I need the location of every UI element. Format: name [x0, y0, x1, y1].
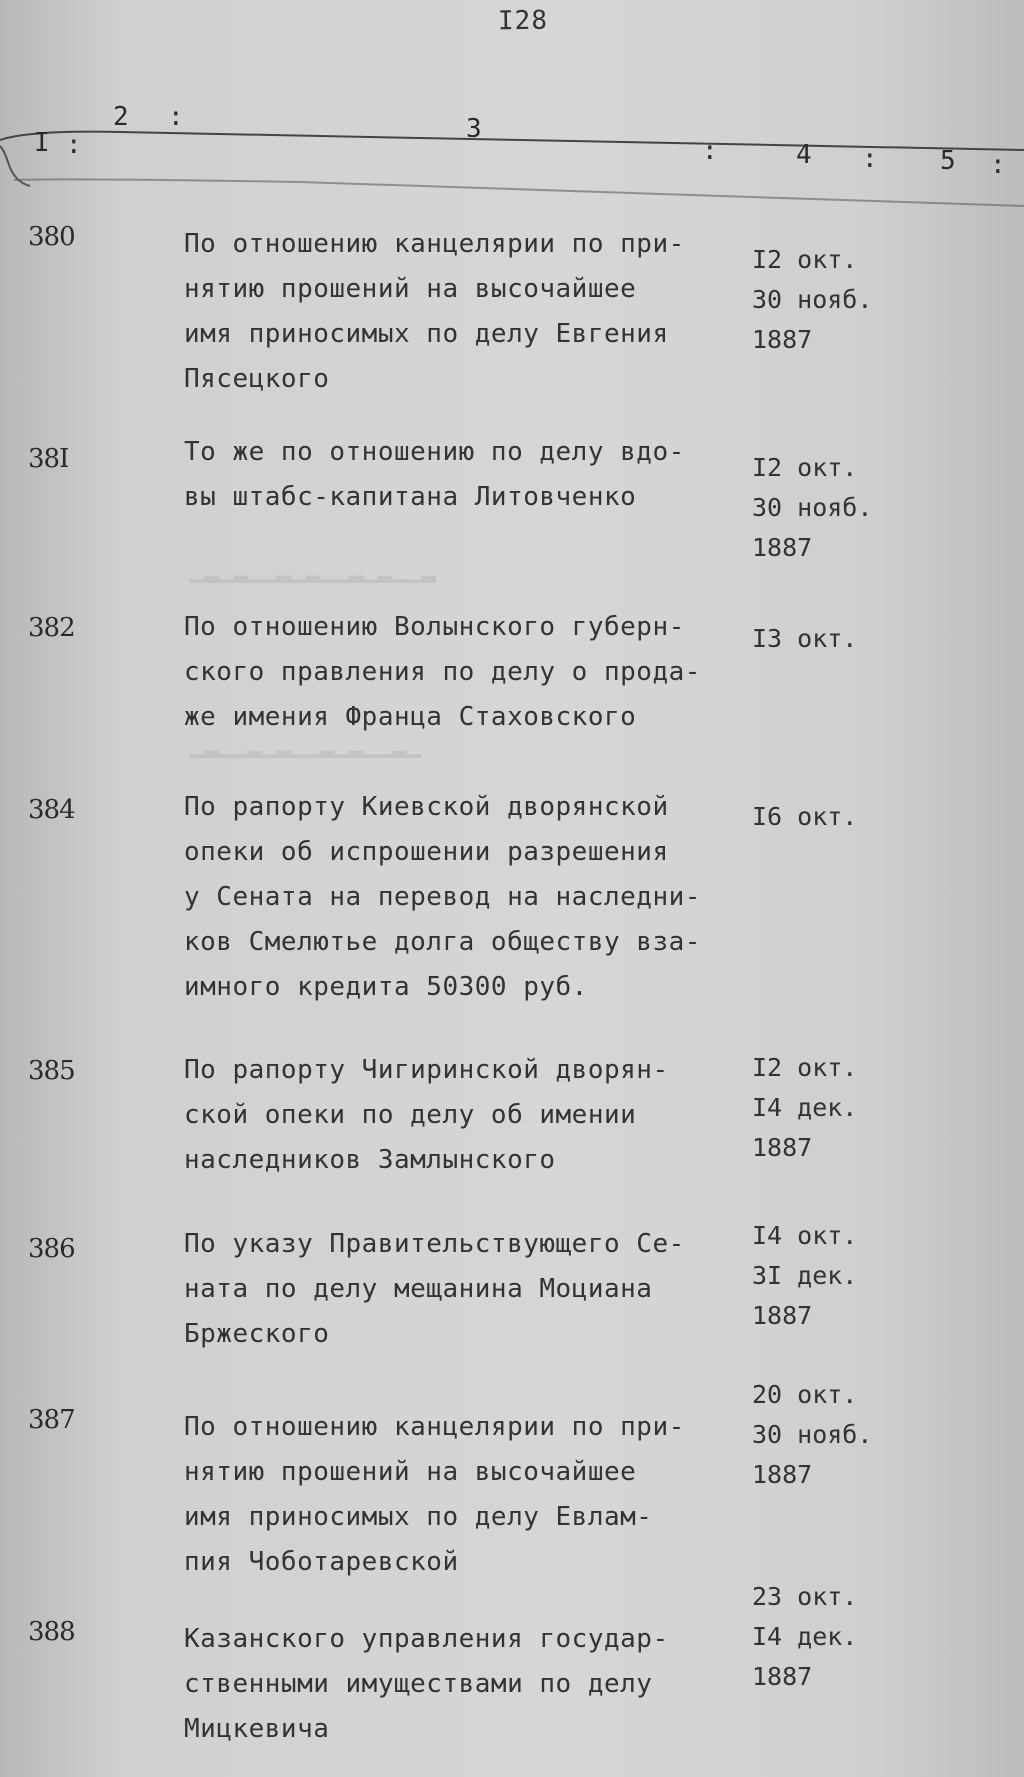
header-sep-3: : — [702, 136, 718, 166]
date-line: 30 нояб. — [752, 493, 873, 522]
date-line: I4 дек. — [752, 1093, 858, 1122]
date-line: 1887 — [752, 325, 813, 354]
description-line: По отношению Волынского губерн- — [184, 612, 685, 642]
header-col-2: 2 — [113, 102, 129, 132]
entry-number: 385 — [28, 1056, 75, 1086]
header-col-5: 5 — [940, 146, 956, 176]
description-line: Мицкевича — [184, 1714, 330, 1744]
header-sep-1: : — [66, 130, 82, 160]
entry-dates — [752, 619, 912, 659]
entry-number: 387 — [28, 1405, 75, 1435]
description-line: имя приносимых по делу Евгения — [184, 319, 669, 349]
description-line: Пясецкого — [184, 364, 330, 394]
date-line: I2 окт. — [752, 453, 858, 482]
entry-number: 38I — [28, 444, 69, 474]
date-line: I2 окт. — [752, 245, 858, 274]
description-line: пия Чоботаревской — [184, 1547, 459, 1577]
entry-description — [184, 430, 724, 520]
description-line: ской опеки по делу об имении — [184, 1100, 637, 1130]
entry-number: 380 — [28, 222, 75, 252]
entry-dates — [752, 1577, 912, 1697]
entry-number: 388 — [28, 1617, 75, 1647]
description-line: ков Смелютье долга обществу вза- — [184, 927, 701, 957]
date-line: 23 окт. — [752, 1582, 858, 1611]
entry-description — [184, 605, 724, 740]
header-sep-2: : — [168, 102, 184, 132]
entry-description — [184, 1222, 724, 1357]
bleed-through-text: ▁▂▁▂▁▁▂▁▂▁▁▂▁▂▁▁▂ — [190, 555, 436, 583]
header-col-3: 3 — [466, 114, 482, 144]
date-line: I3 окт. — [752, 624, 858, 653]
description-line: Казанского управления государ- — [184, 1624, 669, 1654]
date-line: I4 окт. — [752, 1221, 858, 1250]
entry-description — [184, 785, 724, 1010]
description-line: ского правления по делу о прода- — [184, 657, 701, 687]
description-line: По рапорту Чигиринской дворян- — [184, 1055, 669, 1085]
entry-dates — [752, 240, 912, 360]
date-line: 1887 — [752, 1460, 813, 1489]
entry-number: 386 — [28, 1234, 75, 1264]
date-line: 1887 — [752, 1662, 813, 1691]
entry-description — [184, 1405, 724, 1585]
description-line: По указу Правительствующего Се- — [184, 1229, 685, 1259]
entry-description — [184, 222, 724, 402]
date-line: I6 окт. — [752, 802, 858, 831]
bleed-through-text: ▁▂▁▁▂▁▂▁▁▂▁▂▁▁▂▁ — [190, 730, 422, 758]
description-line: Бржеского — [184, 1319, 330, 1349]
entry-number: 384 — [28, 795, 75, 825]
description-line: нятию прошений на высочайшее — [184, 1457, 637, 1487]
entry-dates — [752, 448, 912, 568]
description-line: По отношению канцелярии по при- — [184, 1412, 685, 1442]
date-line: 20 окт. — [752, 1380, 858, 1409]
description-line: ната по делу мещанина Моциана — [184, 1274, 653, 1304]
header-col-1: I — [34, 128, 50, 158]
description-line: же имения Франца Стаховского — [184, 702, 637, 732]
date-line: I4 дек. — [752, 1622, 858, 1651]
description-line: у Сената на перевод на наследни- — [184, 882, 701, 912]
date-line: I2 окт. — [752, 1053, 858, 1082]
entry-dates — [752, 1375, 912, 1495]
description-line: наследников Замлынского — [184, 1145, 556, 1175]
date-line: 3I дек. — [752, 1261, 858, 1290]
description-line: ственными имуществами по делу — [184, 1669, 653, 1699]
header-sep-5: : — [990, 150, 1006, 180]
header-sep-4: : — [862, 144, 878, 174]
description-line: имя приносимых по делу Евлам- — [184, 1502, 653, 1532]
description-line: имного кредита 50300 руб. — [184, 972, 588, 1002]
date-line: 30 нояб. — [752, 285, 873, 314]
description-line: По отношению канцелярии по при- — [184, 229, 685, 259]
page-number: I28 — [497, 5, 549, 37]
date-line: 30 нояб. — [752, 1420, 873, 1449]
description-line: вы штабс-капитана Литовченко — [184, 482, 637, 512]
description-line: По рапорту Киевской дворянской — [184, 792, 669, 822]
entry-description — [184, 1617, 724, 1752]
entry-number: 382 — [28, 613, 75, 643]
date-line: 1887 — [752, 1301, 813, 1330]
description-line: нятию прошений на высочайшее — [184, 274, 637, 304]
description-line: То же по отношению по делу вдо- — [184, 437, 685, 467]
entry-dates — [752, 1048, 912, 1168]
description-line: опеки об испрошении разрешения — [184, 837, 669, 867]
entry-dates — [752, 797, 912, 837]
header-col-4: 4 — [796, 140, 812, 170]
entry-description — [184, 1048, 724, 1183]
entry-dates — [752, 1216, 912, 1336]
date-line: 1887 — [752, 533, 813, 562]
date-line: 1887 — [752, 1133, 813, 1162]
